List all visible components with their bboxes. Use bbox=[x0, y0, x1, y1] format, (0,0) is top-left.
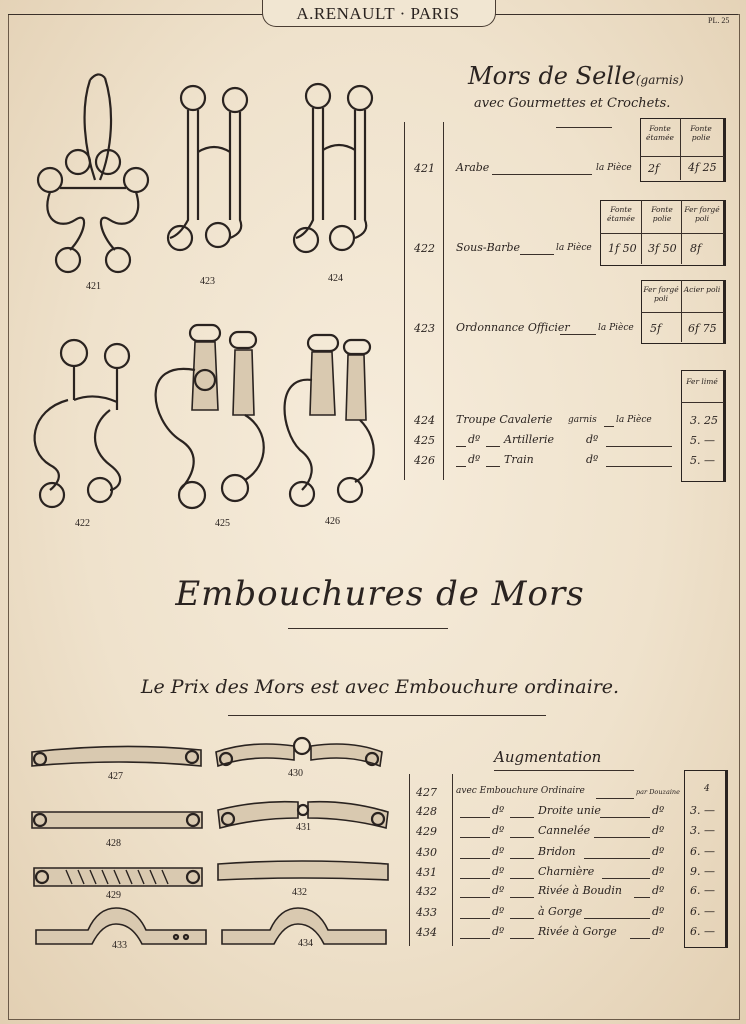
item-ditto: dº bbox=[492, 884, 505, 897]
leader-line bbox=[486, 465, 500, 467]
mouthpiece-428-figure bbox=[32, 812, 202, 828]
item-unit: la Pièce bbox=[556, 243, 592, 253]
price-box-rule bbox=[600, 233, 724, 234]
item-code: 426 bbox=[414, 454, 435, 467]
figure-label: 433 bbox=[112, 940, 127, 951]
item-code: 423 bbox=[414, 322, 435, 335]
item-price: 6. — bbox=[690, 925, 715, 938]
item-code: 431 bbox=[416, 866, 437, 879]
title-rule bbox=[288, 628, 448, 629]
item-unit: dº bbox=[652, 884, 665, 897]
leader-line bbox=[600, 816, 650, 818]
item-label: à Gorge bbox=[538, 905, 583, 918]
item-unit: la Pièce bbox=[616, 415, 652, 425]
mouthpiece-433-figure bbox=[36, 908, 206, 944]
bit-illustrations bbox=[30, 70, 410, 540]
item-ditto: dº bbox=[492, 905, 505, 918]
price-box-augmentation bbox=[684, 770, 728, 948]
item-label: Rivée à Boudin bbox=[538, 884, 623, 897]
mouthpiece-illustrations bbox=[26, 730, 396, 960]
title-rule bbox=[494, 770, 634, 771]
item-code: 429 bbox=[416, 825, 437, 838]
item-price: 8f bbox=[690, 242, 702, 255]
item-unit: dº bbox=[652, 804, 665, 817]
item-code: 422 bbox=[414, 242, 435, 255]
item-code: 427 bbox=[416, 786, 437, 799]
leader-line bbox=[604, 425, 614, 427]
leader-line bbox=[634, 896, 650, 898]
item-price: 3. 25 bbox=[690, 414, 718, 427]
item-unit: dº bbox=[652, 845, 665, 858]
leader-line bbox=[596, 797, 634, 799]
leader-line bbox=[492, 173, 592, 175]
augmentation-title: Augmentation bbox=[494, 748, 602, 766]
item-price: 6. — bbox=[690, 884, 715, 897]
section2-title: Embouchures de Mors bbox=[175, 574, 585, 614]
figure-label: 427 bbox=[108, 771, 123, 782]
bit-422-figure bbox=[35, 340, 129, 507]
leader-line bbox=[460, 896, 490, 898]
item-price: 1f 50 bbox=[608, 242, 637, 255]
item-unit: la Pièce bbox=[596, 163, 632, 173]
item-label: Ordonnance Officier bbox=[456, 321, 570, 334]
figure-label: 422 bbox=[75, 518, 90, 529]
item-unit: dº bbox=[652, 905, 665, 918]
figure-label: 430 bbox=[288, 768, 303, 779]
leader-line bbox=[460, 836, 490, 838]
item-price: 3. — bbox=[690, 804, 715, 817]
leader-line bbox=[510, 937, 534, 939]
figure-label: 424 bbox=[328, 273, 343, 284]
price-box-rule bbox=[641, 312, 724, 313]
item-label: Droite unie bbox=[538, 804, 601, 817]
item-note: garnis bbox=[568, 415, 597, 425]
leader-line bbox=[460, 937, 490, 939]
item-code: 428 bbox=[416, 805, 437, 818]
item-price: 4f 25 bbox=[688, 161, 717, 174]
leader-line bbox=[510, 877, 534, 879]
item-unit: dº bbox=[652, 925, 665, 938]
plate-number: PL. 25 bbox=[708, 16, 730, 25]
figure-label: 434 bbox=[298, 938, 313, 949]
bit-424-figure bbox=[294, 84, 372, 252]
table2-left-rule bbox=[409, 774, 410, 946]
item-code: 432 bbox=[416, 885, 437, 898]
item-ditto: dº bbox=[468, 433, 481, 446]
figure-label: 426 bbox=[325, 516, 340, 527]
mouthpiece-432-figure bbox=[218, 861, 388, 880]
price-header: Acier poli bbox=[683, 285, 721, 294]
item-ditto: dº bbox=[492, 845, 505, 858]
figure-label: 429 bbox=[106, 890, 121, 901]
item-unit: dº bbox=[652, 824, 665, 837]
leader-line bbox=[510, 836, 534, 838]
figure-label: 423 bbox=[200, 276, 215, 287]
item-ditto: dº bbox=[492, 824, 505, 837]
leader-line bbox=[460, 917, 490, 919]
leader-line bbox=[630, 937, 650, 939]
leader-line bbox=[460, 857, 490, 859]
table2-code-rule bbox=[452, 774, 453, 946]
mouthpiece-427-figure bbox=[32, 746, 201, 766]
item-unit: dº bbox=[586, 453, 599, 466]
table1-code-rule bbox=[443, 122, 444, 480]
item-price: 6. — bbox=[690, 905, 715, 918]
section2-subtitle: Le Prix des Mors est avec Embouchure ordinaire. bbox=[140, 676, 620, 698]
bit-423-figure bbox=[168, 86, 247, 250]
mouthpiece-430-figure bbox=[216, 738, 382, 766]
leader-line bbox=[460, 877, 490, 879]
subtitle-rule bbox=[228, 715, 546, 716]
header-title: A.RENAULT · PARIS bbox=[296, 4, 460, 23]
item-ditto: dº bbox=[492, 804, 505, 817]
item-label: Charnière bbox=[538, 865, 595, 878]
item-price: 5f bbox=[650, 322, 662, 335]
price-box-rule bbox=[640, 156, 724, 157]
table1-left-rule bbox=[404, 122, 405, 480]
leader-line bbox=[594, 836, 650, 838]
leader-line bbox=[510, 857, 534, 859]
leader-line bbox=[602, 877, 650, 879]
price-header: Fer limé bbox=[686, 377, 718, 386]
figure-label: 421 bbox=[86, 281, 101, 292]
leader-line bbox=[560, 333, 596, 335]
item-label: Artillerie bbox=[504, 433, 554, 446]
item-code: 421 bbox=[414, 162, 435, 175]
section1-subtitle: avec Gourmettes et Crochets. bbox=[474, 96, 671, 111]
leader-line bbox=[584, 857, 650, 859]
mouthpiece-429-figure bbox=[34, 868, 202, 886]
price-header: Fonte polie bbox=[690, 124, 712, 142]
item-price: 9. — bbox=[690, 865, 715, 878]
leader-line bbox=[486, 445, 500, 447]
price-box-rule bbox=[681, 402, 724, 403]
item-price: 5. — bbox=[690, 454, 715, 467]
figure-label: 425 bbox=[215, 518, 230, 529]
bit-421-figure bbox=[38, 74, 148, 272]
item-price: 5. — bbox=[690, 434, 715, 447]
leader-line bbox=[510, 816, 534, 818]
item-price: 4 bbox=[704, 784, 710, 794]
leader-line bbox=[606, 465, 672, 467]
title-rule bbox=[556, 127, 612, 128]
bit-426-figure bbox=[285, 335, 374, 506]
price-header: Fer forgé poli bbox=[684, 205, 720, 223]
item-code: 424 bbox=[414, 414, 435, 427]
leader-line bbox=[456, 445, 466, 447]
item-price: 3. — bbox=[690, 824, 715, 837]
figure-label: 432 bbox=[292, 887, 307, 898]
item-label: Bridon bbox=[538, 845, 576, 858]
item-price: 6. — bbox=[690, 845, 715, 858]
leader-line bbox=[606, 445, 672, 447]
item-label: Troupe Cavalerie bbox=[456, 413, 553, 426]
leader-line bbox=[520, 253, 554, 255]
item-unit: dº bbox=[652, 865, 665, 878]
price-header: Fonte étamée bbox=[607, 205, 635, 223]
leader-line bbox=[460, 816, 490, 818]
item-price: 6f 75 bbox=[688, 322, 717, 335]
item-code: 425 bbox=[414, 434, 435, 447]
item-ditto: dº bbox=[492, 865, 505, 878]
item-label: Cannelée bbox=[538, 824, 591, 837]
leader-line bbox=[456, 465, 466, 467]
item-label: Train bbox=[504, 453, 534, 466]
item-ditto: dº bbox=[492, 925, 505, 938]
item-unit: dº bbox=[586, 433, 599, 446]
item-price: 2f bbox=[648, 162, 660, 175]
item-price: 3f 50 bbox=[648, 242, 677, 255]
item-label: Arabe bbox=[456, 161, 490, 174]
item-code: 434 bbox=[416, 926, 437, 939]
figure-label: 428 bbox=[106, 838, 121, 849]
figure-label: 431 bbox=[296, 822, 311, 833]
price-header: Fer forgé poli bbox=[643, 285, 679, 303]
item-code: 433 bbox=[416, 906, 437, 919]
bit-425-figure bbox=[156, 325, 264, 508]
price-header: Fonte polie bbox=[651, 205, 673, 223]
item-code: 430 bbox=[416, 846, 437, 859]
leader-line bbox=[584, 917, 650, 919]
item-label: avec Embouchure Ordinaire bbox=[456, 786, 585, 796]
item-ditto: dº bbox=[468, 453, 481, 466]
item-unit: la Pièce bbox=[598, 323, 634, 333]
item-label: Rivée à Gorge bbox=[538, 925, 617, 938]
leader-line bbox=[510, 917, 534, 919]
item-label: Sous-Barbe bbox=[456, 241, 521, 254]
leader-line bbox=[510, 896, 534, 898]
section1-title: Mors de Selle(garnis) bbox=[468, 62, 684, 90]
price-header: Fonte étamée bbox=[646, 124, 674, 142]
item-unit: par Douzaine bbox=[636, 788, 680, 796]
